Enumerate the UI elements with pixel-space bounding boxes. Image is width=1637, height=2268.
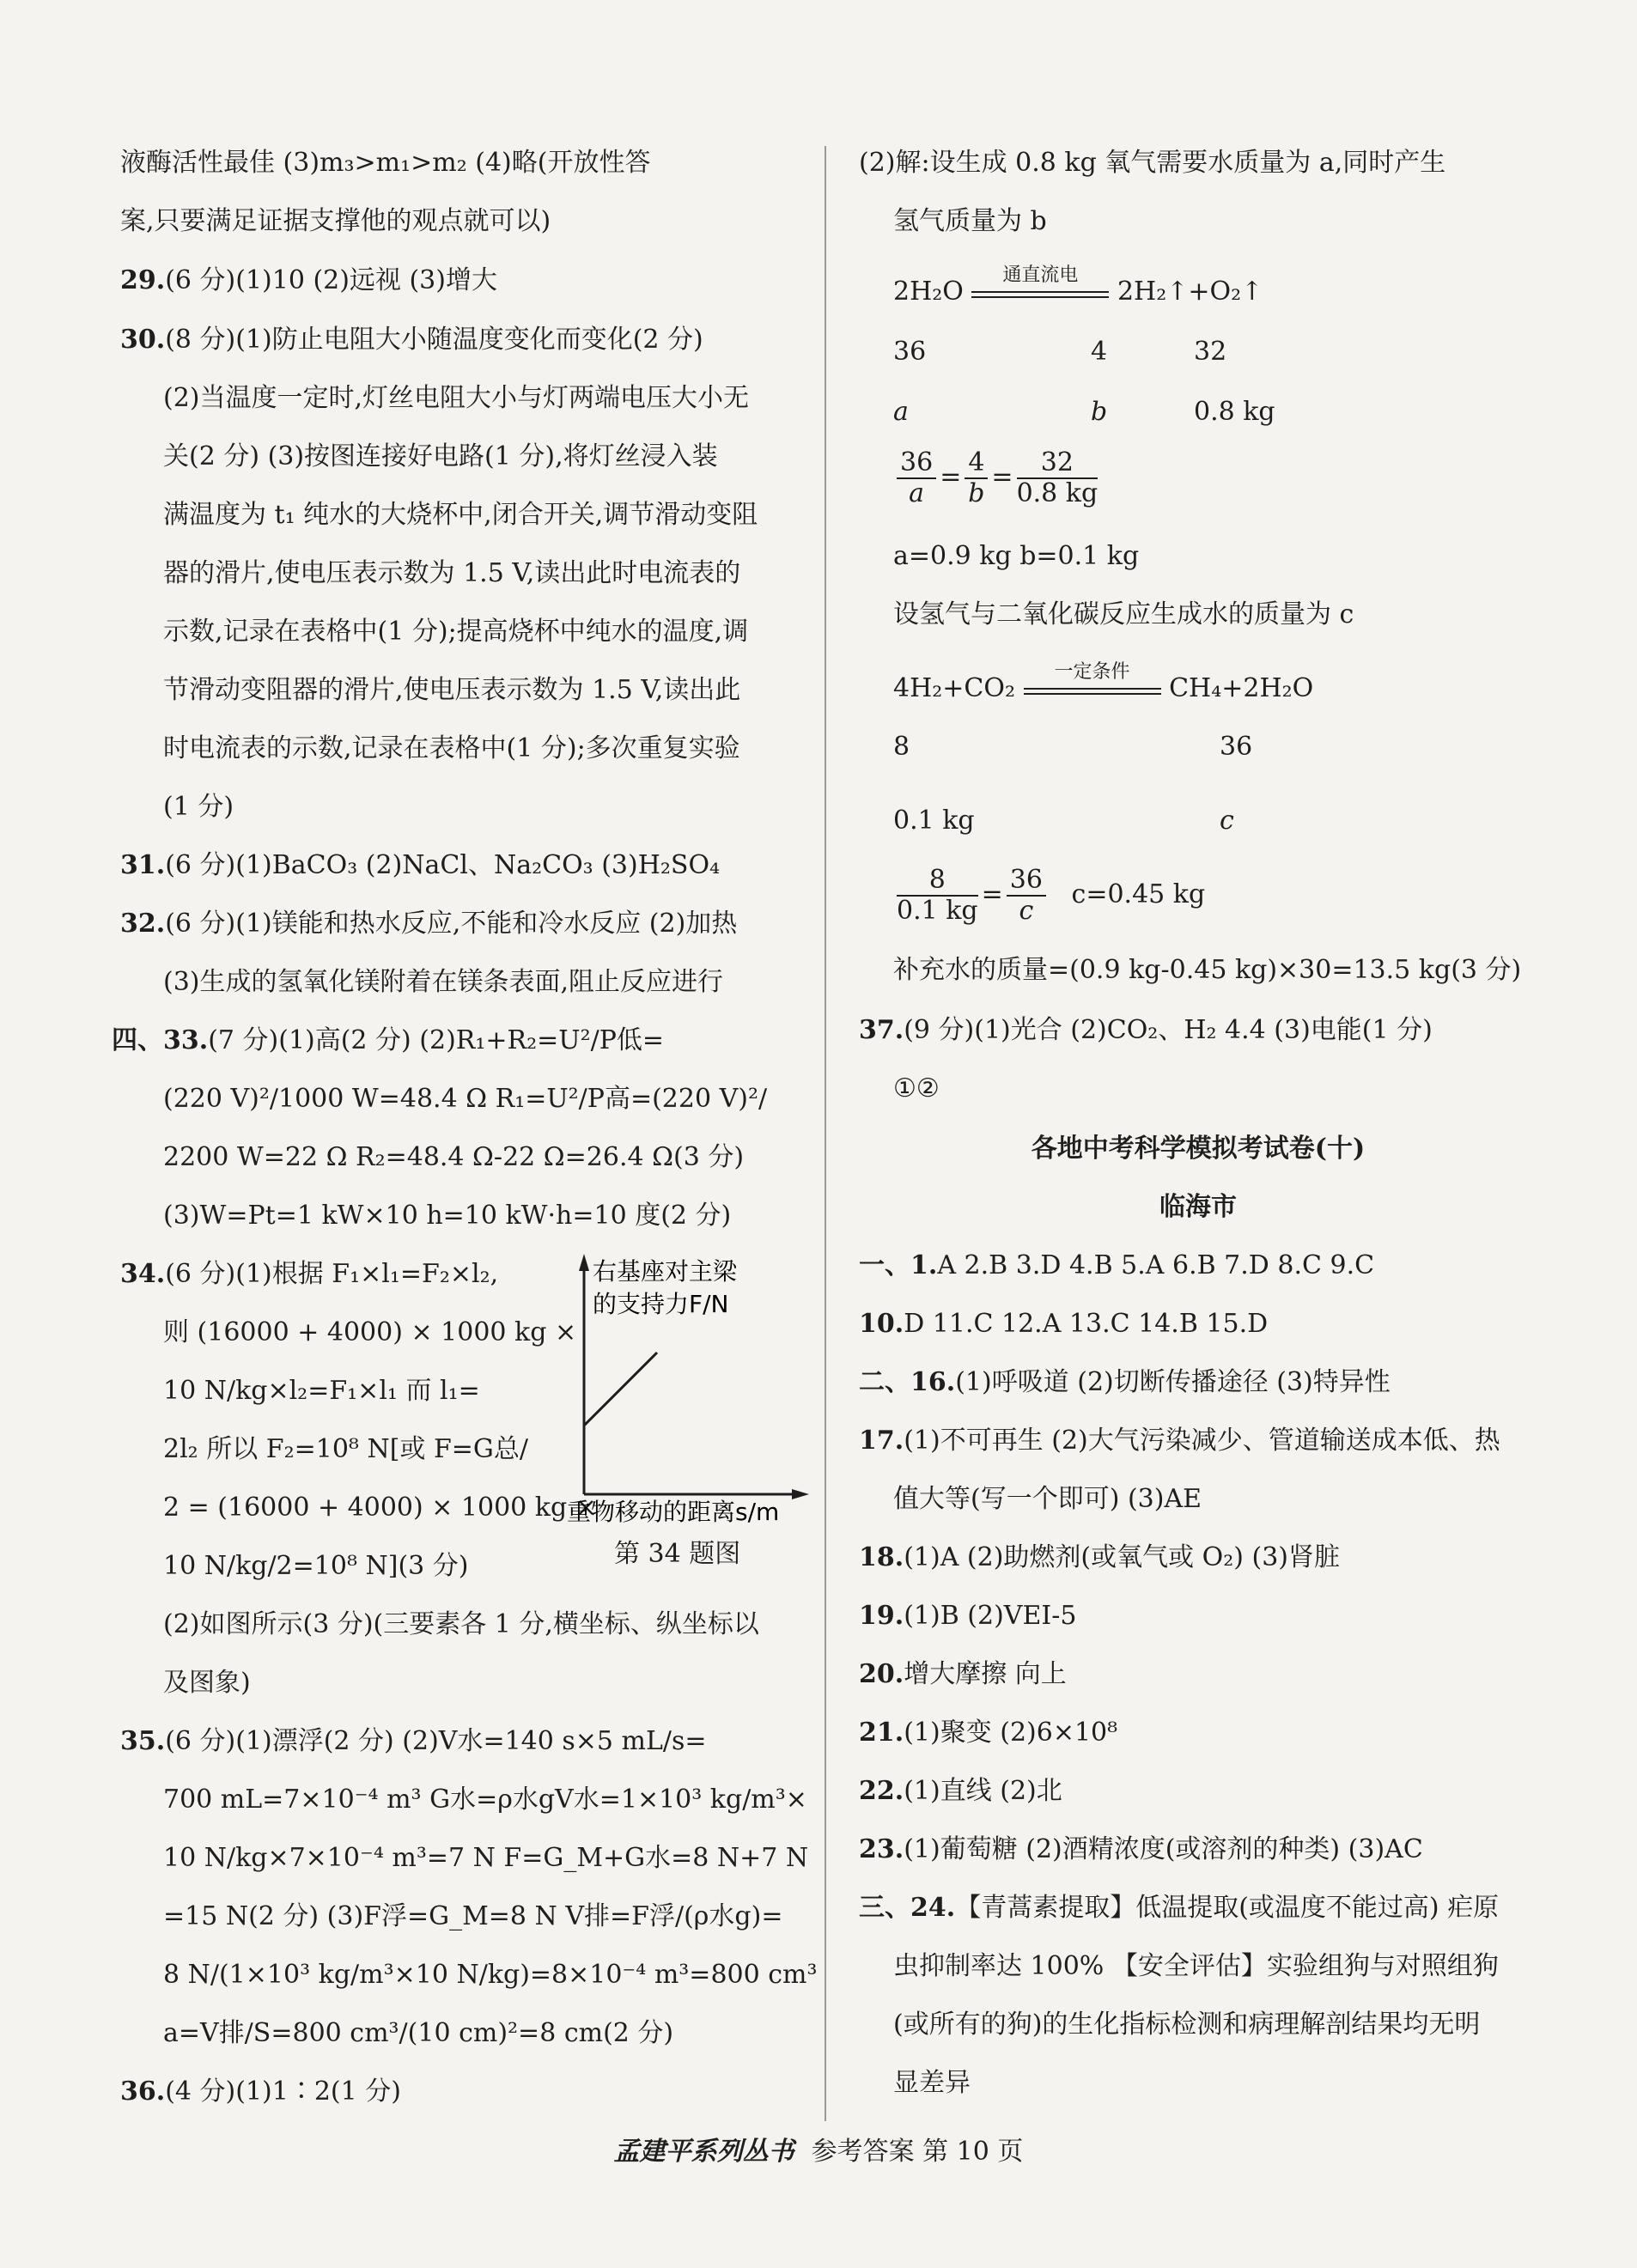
figure-caption: 第 34 题图 [614,1539,741,1569]
text-line: 2 = (16000 + 4000) × 1000 kg × [163,1493,597,1523]
text-line: 时电流表的示数,记录在表格中(1 分);多次重复实验 [163,733,740,763]
answer-text: (6 分)(1)根据 F₁×l₁=F₂×l₂, [165,1259,499,1289]
text-line: =15 N(2 分) (3)F浮=G_M=8 N V排=F浮/(ρ水g)= [163,1901,783,1931]
answer-text: (6 分)(1)镁能和热水反应,不能和冷水反应 (2)加热 [165,909,738,939]
text-line: 10 N/kg/2=10⁸ N](3 分) [163,1551,469,1581]
condition-label: 一定条件 [1054,661,1130,683]
stoich-value: 0.1 kg [893,806,975,836]
answer-text: (6 分)(1)10 (2)远视 (3)增大 [165,265,497,295]
question-number: 一、1. [859,1250,938,1280]
stoich-value: 36 [1220,732,1253,762]
question-number: 32. [120,909,166,939]
text-line: (2)如图所示(3 分)(三要素各 1 分,横坐标、纵坐标以 [163,1609,759,1639]
fraction: $\frac{36}{a}$ [897,448,936,508]
text-line: 及图象) [163,1668,251,1698]
answer-text: (4 分)(1)1∶2(1 分) [165,2076,401,2107]
answer-text: 增大摩擦 向上 [904,1659,1067,1689]
question-number: 37. [859,1015,904,1045]
answer-29 [120,264,497,298]
y-axis-label: 右基座对主梁 [593,1257,738,1286]
graph-line [584,1353,657,1426]
text-line: a=0.9 kg b=0.1 kg [893,541,1140,571]
answer-text: (1)A (2)助燃剂(或氧气或 O₂) (3)肾脏 [904,1542,1340,1572]
answer-23 [859,1833,1423,1867]
answer-text: (7 分)(1)高(2 分) (2)R₁+R₂=U²/P低= [208,1025,665,1055]
question-number: 20. [859,1659,904,1689]
stoich-row [893,335,926,369]
answer-18 [859,1541,1340,1575]
text-line: 氢气质量为 b [893,206,1047,236]
answer-33 [112,1024,664,1058]
chemical-equation [893,661,1314,706]
series-brand: 孟建平系列丛书 [613,2137,794,2167]
text-line: 值大等(写一个即可) (3)AE [893,1484,1202,1514]
stoich-value: 0.8 kg [1194,397,1275,427]
mc-answers-1 [859,1249,1374,1283]
fraction: $\frac{36}{c}$ [1007,866,1046,926]
question-number: 23. [859,1834,904,1864]
text-line: 示数,记录在表格中(1 分);提高烧杯中纯水的温度,调 [163,617,749,647]
answer-text: (9 分)(1)光合 (2)CO₂、H₂ 4.4 (3)电能(1 分) [904,1015,1433,1045]
answer-36 [120,2075,401,2109]
text-line: a=V排/S=800 cm³/(10 cm)²=8 cm(2 分) [163,2018,674,2048]
answer-text: (1)直线 (2)北 [904,1776,1062,1806]
answer-text: (1)不可再生 (2)大气污染减少、管道输送成本低、热 [904,1426,1500,1456]
text-line: 关(2 分) (3)按图连接好电路(1 分),将灯丝浸入装 [163,441,718,471]
answer-32 [120,907,737,941]
proportion: $\frac{8}{0.1 kg}$ = $\frac{36}{c}$ c=0.45 kg [897,865,1206,926]
text-line: (2)解:设生成 0.8 kg 氧气需要水质量为 a,同时产生 [859,148,1446,178]
text-line: (3)生成的氢氧化镁附着在镁条表面,阻止反应进行 [163,967,724,997]
proportion: $\frac{36}{a}$ = $\frac{4}{b}$ = $\frac{32}{0.8 kg}$ [893,448,1101,508]
text-line: 10 N/kg×l₂=F₁×l₁ 而 l₁= [163,1376,480,1406]
stoich-value: a [893,397,909,427]
question-number: 18. [859,1542,904,1572]
question-number: 31. [120,850,166,880]
question-number: 10. [859,1309,904,1339]
answer-19 [859,1599,1076,1633]
question-number: 19. [859,1601,904,1631]
text-line: 显差异 [893,2068,971,2098]
x-axis-label: 重物移动的距离s/m [567,1498,780,1526]
answer-text: (8 分)(1)防止电阻大小随温度变化而变化(2 分) [165,325,703,355]
text-line: (1 分) [163,792,234,822]
result-text: c=0.45 kg [1071,879,1206,909]
text-line: (或所有的狗)的生化指标检测和病理解剖结果均无明 [893,2010,1481,2040]
text-line: 案,只要满足证据支撑他的观点就可以) [120,206,551,236]
stoich-value: c [1220,806,1234,836]
question-number: 四、33. [112,1025,209,1055]
fraction: $\frac{8}{0.1 kg}$ [897,865,978,926]
stoich-value: 8 [893,732,910,762]
y-axis-label: 的支持力F/N [593,1290,729,1318]
section-subtitle: 临海市 [1159,1192,1237,1222]
text-line: 虫抑制率达 100% 【安全评估】实验组狗与对照组狗 [893,1951,1499,1981]
x-axis-arrow [792,1489,809,1499]
question-number: 22. [859,1776,904,1806]
text-line: 2200 W=22 Ω R₂=48.4 Ω-22 Ω=26.4 Ω(3 分) [163,1142,745,1172]
question-number: 30. [120,325,166,355]
text-line: 2l₂ 所以 F₂=10⁸ N[或 F=G总/ [163,1434,529,1464]
answer-24 [859,1891,1499,1925]
column-divider [825,146,826,2121]
text-line: 补充水的质量=(0.9 kg-0.45 kg)×30=13.5 kg(3 分) [893,955,1522,985]
equation-reactants: 4H₂+CO₂ [893,673,1015,703]
page-label: 参考答案 第 10 页 [811,2137,1024,2167]
text-line: (3)W=Pt=1 kW×10 h=10 kW·h=10 度(2 分) [163,1201,732,1231]
answer-text: (1)葡萄糖 (2)酒精浓度(或溶剂的种类) (3)AC [904,1834,1423,1864]
stoich-value: b [1091,397,1108,427]
answer-text: (1)呼吸道 (2)切断传播途径 (3)特异性 [955,1367,1391,1397]
question-number: 29. [120,265,166,295]
answer-20 [859,1657,1067,1692]
text-line: 则 (16000 + 4000) × 1000 kg × [163,1317,577,1347]
answer-text: (6 分)(1)漂浮(2 分) (2)V水=140 s×5 mL/s= [165,1726,707,1756]
question-number: 17. [859,1426,904,1456]
answer-31 [120,848,720,883]
answer-text: (1)B (2)VEI-5 [904,1601,1077,1631]
question-number: 三、24. [859,1893,956,1923]
answer-text: 【青蒿素提取】低温提取(或温度不能过高) 疟原 [955,1893,1500,1923]
text-line: 700 mL=7×10⁻⁴ m³ G水=ρ水gV水=1×10³ kg/m³× [163,1785,807,1815]
answer-17 [859,1424,1500,1458]
answer-16 [859,1365,1391,1400]
answer-37 [859,1013,1433,1048]
equation-products: 2H₂↑+O₂↑ [1117,277,1263,307]
chemical-equation [893,264,1263,309]
question-number: 21. [859,1718,904,1748]
text-line: 设氢气与二氧化碳反应生成水的质量为 c [893,599,1354,629]
text-line: ①② [893,1073,940,1104]
answer-text: A 2.B 3.D 4.B 5.A 6.B 7.D 8.C 9.C [937,1250,1375,1280]
answer-34 [120,1257,498,1292]
answer-text: (1)聚变 (2)6×10⁸ [904,1718,1118,1748]
support-force-graph [567,1245,816,1529]
text-line: 器的滑片,使电压表示数为 1.5 V,读出此时电流表的 [163,558,741,588]
question-number: 36. [120,2076,166,2107]
y-axis-arrow [579,1254,589,1271]
text-line: (2)当温度一定时,灯丝电阻大小与灯两端电压大小无 [163,383,750,413]
answer-22 [859,1774,1062,1809]
condition-label: 通直流电 [1002,264,1079,286]
text-line: 满温度为 t₁ 纯水的大烧杯中,闭合开关,调节滑动变阻 [163,500,758,530]
stoich-value: 36 [893,337,927,367]
answer-30 [120,323,703,357]
fraction: $\frac{4}{b}$ [965,448,988,508]
page-footer [0,2130,1637,2168]
answer-text: D 11.C 12.A 13.C 14.B 15.D [904,1309,1269,1339]
equation-condition [1024,661,1161,695]
answer-text: (6 分)(1)BaCO₃ (2)NaCl、Na₂CO₃ (3)H₂SO₄ [165,850,721,880]
answer-35 [120,1724,707,1759]
question-number: 35. [120,1726,166,1756]
question-number: 二、16. [859,1367,956,1397]
section-title: 各地中考科学模拟考试卷(十) [1031,1134,1366,1164]
question-number: 34. [120,1259,166,1289]
fraction: $\frac{32}{0.8 kg}$ [1016,447,1098,508]
text-line: 10 N/kg×7×10⁻⁴ m³=7 N F=G_M+G水=8 N+7 N [163,1843,809,1873]
stoich-value: 4 [1091,337,1108,367]
text-line: 液酶活性最佳 (3)m₃>m₁>m₂ (4)略(开放性答 [120,148,651,178]
stoich-value: 32 [1194,337,1227,367]
equation-products: CH₄+2H₂O [1169,673,1314,703]
text-line: 8 N/(1×10³ kg/m³×10 N/kg)=8×10⁻⁴ m³=800 cm³ [163,1960,818,1990]
answer-21 [859,1716,1117,1750]
equation-condition [971,264,1109,298]
mc-answers-2 [859,1307,1268,1341]
text-line: 节滑动变阻器的滑片,使电压表示数为 1.5 V,读出此 [163,675,741,705]
equation-reactants: 2H₂O [893,277,964,307]
text-line: (220 V)²/1000 W=48.4 Ω R₁=U²/P高=(220 V)²/ [163,1084,768,1114]
